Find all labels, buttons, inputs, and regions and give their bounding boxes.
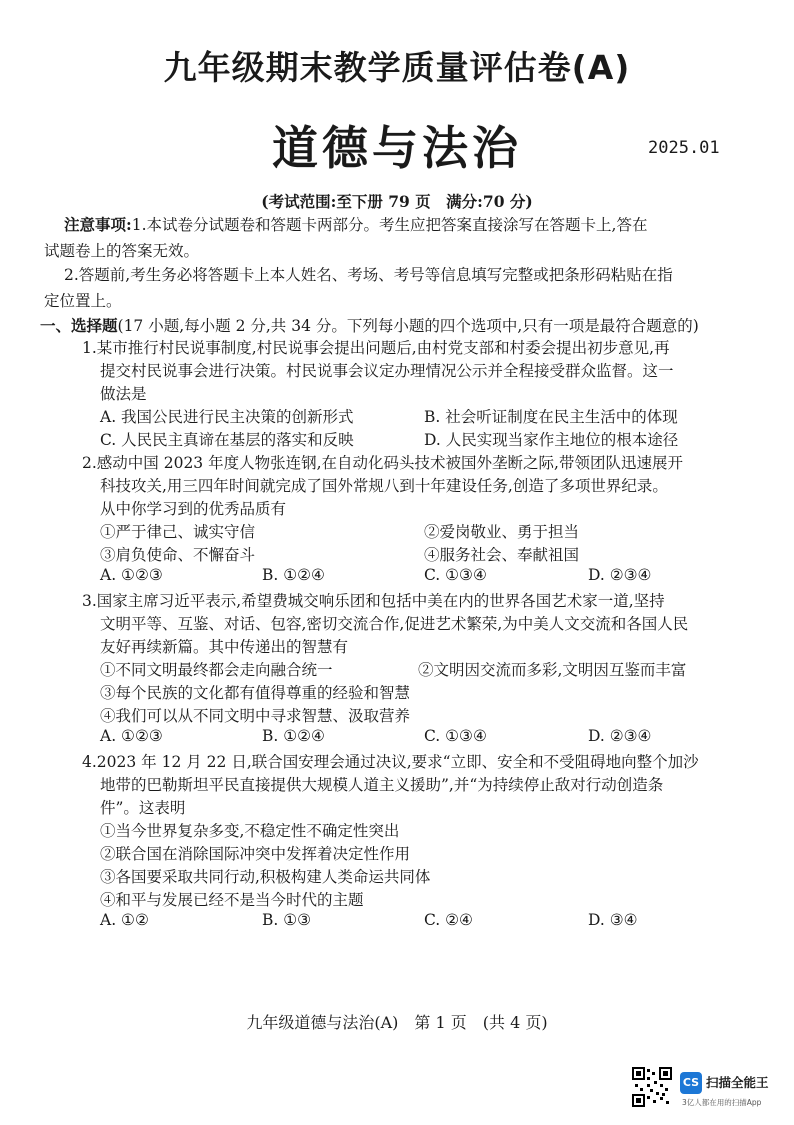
- q3-item-2: ②文明因交流而多彩,文明因互鉴而丰富: [418, 661, 687, 679]
- q2-item-3: ③肩负使命、不懈奋斗: [100, 546, 256, 564]
- q2-answer-d[interactable]: D. ②③④: [588, 566, 652, 584]
- q3-item-3: ③每个民族的文化都有值得尊重的经验和智慧: [100, 684, 411, 702]
- q3-item-1: ①不同文明最终都会走向融合统一: [100, 661, 333, 679]
- qr-code-icon: [632, 1067, 672, 1107]
- q2-stem-line: 科技攻关,用三四年时间就完成了国外常规八到十年建设任务,创造了多项世界纪录。: [100, 477, 668, 495]
- q4-item-2: ②联合国在消除国际冲突中发挥着决定性作用: [100, 845, 411, 863]
- q3-item-4: ④我们可以从不同文明中寻求智慧、汲取营养: [100, 707, 411, 725]
- q2-answer-c[interactable]: C. ①③④: [424, 566, 487, 584]
- q4-answer-d[interactable]: D. ③④: [588, 911, 638, 929]
- q1-choice-a[interactable]: A. 我国公民进行民主决策的创新形式: [100, 408, 354, 426]
- q2-item-4: ④服务社会、奉献祖国: [424, 546, 580, 564]
- exam-scope: (考试范围:至下册 79 页 满分:70 分): [261, 192, 533, 211]
- section-title: 一、选择题: [40, 316, 118, 335]
- q1-choice-c[interactable]: C. 人民民主真谛在基层的落实和反映: [100, 431, 354, 449]
- q2-stem-line: 2.感动中国 2023 年度人物张连钢,在自动化码头技术被国外垄断之际,带领团队迅速展开: [82, 454, 683, 472]
- exam-title: 九年级期末教学质量评估卷(A): [163, 48, 631, 87]
- q2-answer-b[interactable]: B. ①②④: [262, 566, 325, 584]
- q4-answer-c[interactable]: C. ②④: [424, 911, 473, 929]
- exam-date: 2025.01: [648, 138, 720, 158]
- section-header: [40, 314, 699, 336]
- q1-choice-b[interactable]: B. 社会听证制度在民主生活中的体现: [424, 408, 678, 426]
- q3-answer-d[interactable]: D. ②③④: [588, 727, 652, 745]
- q1-stem-line: 1.某市推行村民说事制度,村民说事会提出问题后,由村党支部和村委会提出初步意见,再: [82, 339, 670, 357]
- section-desc: (17 小题,每小题 2 分,共 34 分。下列每小题的四个选项中,只有一项是最符合题意的): [117, 317, 699, 335]
- q2-item-1: ①严于律己、诚实守信: [100, 523, 256, 541]
- camscanner-logo-icon: CS: [680, 1072, 702, 1094]
- notes-line1b: 试题卷上的答案无效。: [44, 242, 200, 260]
- q4-stem-line: 件”。这表明: [100, 799, 186, 817]
- q4-stem-line: 4.2023 年 12 月 22 日,联合国安理会通过决议,要求“立即、安全和不受阻碍地向整个加沙: [82, 753, 699, 771]
- notes-line2: 2.答题前,考生务必将答题卡上本人姓名、考场、考号等信息填写完整或把条形码粘贴在指: [64, 266, 673, 284]
- q4-item-4: ④和平与发展已经不是当今时代的主题: [100, 891, 364, 909]
- camscanner-name: 扫描全能王: [706, 1075, 769, 1090]
- q2-stem-line: 从中你学习到的优秀品质有: [100, 500, 287, 518]
- q4-answer-b[interactable]: B. ①③: [262, 911, 312, 929]
- q3-stem-line: 3.国家主席习近平表示,希望费城交响乐团和包括中美在内的世界各国艺术家一道,坚持: [82, 592, 665, 610]
- notes-text-1: 1.本试卷分试题卷和答题卡两部分。考生应把答案直接涂写在答题卡上,答在: [131, 216, 648, 234]
- q2-item-2: ②爱岗敬业、勇于担当: [424, 523, 580, 541]
- q1-choice-d[interactable]: D. 人民实现当家作主地位的根本途径: [424, 431, 679, 449]
- q4-item-1: ①当今世界复杂多变,不稳定性不确定性突出: [100, 822, 400, 840]
- q3-answer-a[interactable]: A. ①②③: [100, 727, 163, 745]
- notes-line2b: 定位置上。: [44, 292, 122, 310]
- q1-stem-line: 做法是: [100, 385, 147, 403]
- camscanner-tagline: 3亿人都在用的扫描App: [682, 1098, 762, 1107]
- q2-answer-a[interactable]: A. ①②③: [100, 566, 163, 584]
- notes-line1: [64, 212, 647, 238]
- q3-stem-line: 文明平等、互鉴、对话、包容,密切交流合作,促进艺术繁荣,为中美人文交流和各国人民: [100, 615, 689, 633]
- q3-answer-c[interactable]: C. ①③④: [424, 727, 487, 745]
- exam-subject: 道德与法治: [272, 121, 522, 175]
- notes-label: 注意事项:: [64, 215, 132, 234]
- q3-stem-line: 友好再续新篇。其中传递出的智慧有: [100, 638, 349, 656]
- footer-page-info: 九年级道德与法治(A) 第 1 页 (共 4 页): [246, 1013, 548, 1032]
- q4-answer-a[interactable]: A. ①②: [100, 911, 149, 929]
- q3-answer-b[interactable]: B. ①②④: [262, 727, 325, 745]
- q4-item-3: ③各国要采取共同行动,积极构建人类命运共同体: [100, 868, 431, 886]
- q1-stem-line: 提交村民说事会进行决策。村民说事会议定办理情况公示并全程接受群众监督。这一: [100, 362, 674, 380]
- q4-stem-line: 地带的巴勒斯坦平民直接提供大规模人道主义援助”,并“为持续停止敌对行动创造条: [100, 776, 664, 794]
